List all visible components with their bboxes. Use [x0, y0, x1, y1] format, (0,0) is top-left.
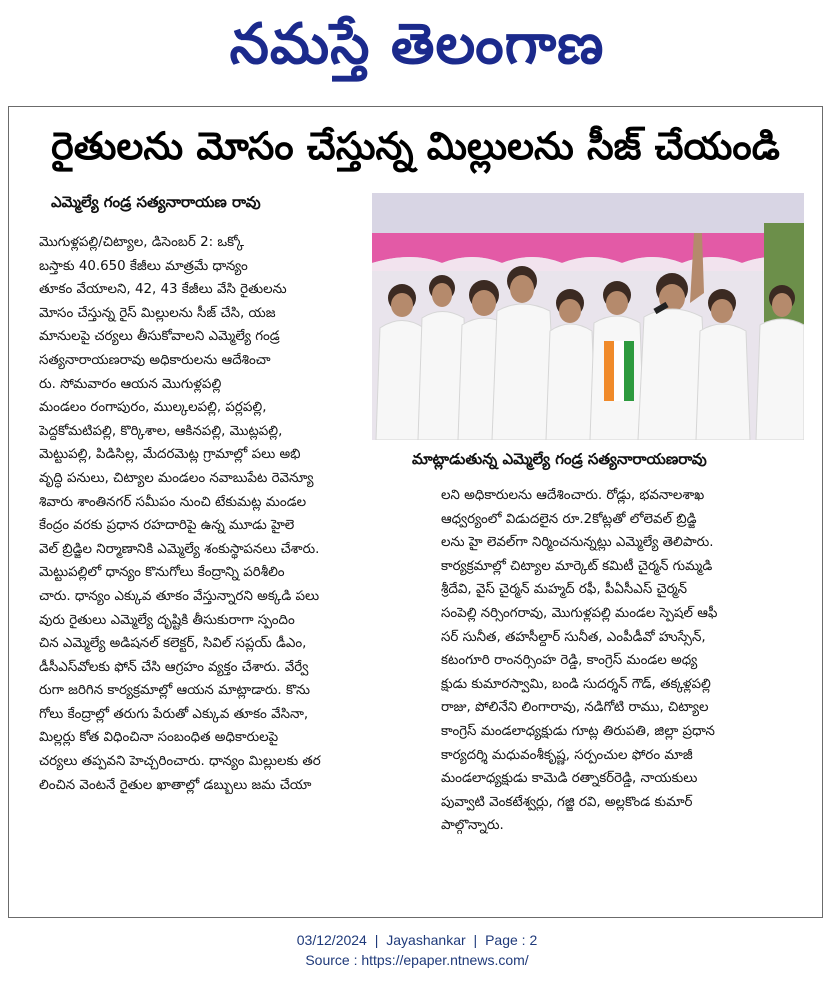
- article-line: శివారు శాంతినగర్ సమీపం నుంచి టేకుమట్ల మండల: [39, 494, 307, 510]
- photo-illustration: [372, 193, 804, 440]
- article-line: మెట్టుపల్లిలో ధాన్యం కొనుగోలు కేంద్రాన్ని పరిశీలిం: [39, 565, 285, 581]
- article-line: బస్తాకు 40.650 కేజీలు మాత్రమే ధాన్యం: [39, 258, 248, 274]
- article-photo: [372, 193, 804, 440]
- footer-meta-line: [0, 930, 834, 950]
- article-line: లించిన వెంటనే రైతుల ఖాతాల్లో డబ్బులు జమ చేయా: [39, 777, 312, 793]
- article-line: పెద్దకోమటిపల్లి, కొర్కిశాల, ఆకినపల్లి, మొట్లపల్లి,: [39, 423, 283, 439]
- article-line: శ్రీదేవి, వైస్ చైర్మన్ మహ్మద్ రఫీ, పీఏసీఎస్ చైర్మన్: [441, 582, 687, 598]
- article-line: మోసం చేస్తున్న రైస్ మిల్లులను సీజ్ చేసి, యజ: [39, 305, 276, 321]
- article-byline: ఎమ్మెల్యే గండ్ర సత్యనారాయణ రావు: [51, 193, 261, 211]
- article-line: మండలం రంగాపురం, ముల్కలపల్లి, పర్లపల్లి,: [39, 400, 267, 416]
- footer-source: Source : https://epaper.ntnews.com/: [305, 952, 529, 968]
- article-line: సర్ సునీత, తహసీల్దార్ సునీత, ఎంపీడీవో హుస్సేన్,: [441, 629, 706, 645]
- article-line: కటంగూరి రాంనర్సింహ రెడ్డి, కాంగ్రెస్ మండల అధ్య: [441, 653, 698, 669]
- article-line: చారు. ధాన్యం ఎక్కువ తూకం వేస్తున్నారని అక్కడి పలు: [39, 588, 320, 604]
- article-line: మానులపై చర్యలు తీసుకోవాలని ఎమ్మెల్యే గండ్ర: [39, 329, 280, 345]
- article-line: లను హై లెవల్‌గా నిర్మించనున్నట్లు ఎమ్మెల్యే తెలిపారు.: [441, 535, 714, 551]
- footer-date: 03/12/2024: [296, 932, 367, 948]
- article-line: డీసీఎస్‌వోలకు ఫోన్ చేసి ఆగ్రహం వ్యక్తం చేశారు. వేర్వే: [39, 659, 309, 675]
- article-line: చిన ఎమ్మెల్యే అడిషనల్ కలెక్టర్, సివిల్ సప్లయ్ డీఎం,: [39, 636, 307, 652]
- newspaper-logo: నమస్తే తెలంగాణ: [229, 12, 605, 77]
- article-line: కాంగ్రెస్ మండలాధ్యక్షుడు గూట్ల తిరుపతి, జిల్లా ప్రధాన: [441, 723, 715, 739]
- masthead: [0, 0, 834, 90]
- footer-separator: |: [374, 932, 379, 948]
- article-line: మొగుళ్లపల్లి/చిట్యాల, డిసెంబర్ 2: ఒక్కో: [39, 235, 244, 250]
- footer-edition: Jayashankar: [386, 932, 466, 948]
- article-line: పువ్వాటి వెంకటేశ్వర్లు, గజ్జి రవి, అల్లకొండ కుమార్: [441, 794, 693, 810]
- article-line: కేంద్రం వరకు ప్రధాన రహదారిపై ఉన్న మూడు హైలె: [39, 518, 295, 534]
- article-line: వెల్ బ్రిడ్జిల నిర్మాణానికి ఎమ్మెల్యే శంకుస్థాపనలు చేశారు.: [39, 541, 320, 557]
- article-line: లని అధికారులను ఆదేశించారు. రోడ్లు, భవనాలశాఖ: [441, 488, 705, 503]
- article-line: పాల్గొన్నారు.: [441, 818, 504, 834]
- article-column-left: [39, 231, 372, 797]
- article-line: మండలాధ్యక్షుడు కామెడి రత్నాకర్‌రెడ్డి, నాయకులు: [441, 771, 698, 787]
- page-footer: [0, 930, 834, 970]
- article-line: రాజు, పోలినేని లింగారావు, నడిగోటి రాము, చిట్యాల: [441, 700, 709, 716]
- footer-separator: |: [473, 932, 478, 948]
- article-line: వృద్ధి పనులు, చిట్యాల మండలం నవాబుపేట రెవెన్యూ: [39, 470, 314, 486]
- article-line: సంపెల్లి నర్సింగరావు, మొగుళ్లపల్లి మండల స్పెషల్ ఆఫీ: [441, 605, 718, 621]
- article-line: వురు రైతులు ఎమ్మెల్యే దృష్టికి తీసుకురాగా స్పందిం: [39, 612, 295, 628]
- article-column-right: [441, 484, 813, 838]
- article-line: కార్యదర్శి మధువంశీకృష్ణ, సర్పంచుల ఫోరం మాజీ: [441, 747, 693, 763]
- article-line: రు. సోమవారం ఆయన మొగుళ్లపల్లి: [39, 376, 222, 392]
- article-line: క్షుడు కుమారస్వామి, బండి సుదర్శన్ గౌడ్, తక్కళ్లపల్లి: [441, 676, 711, 692]
- article-line: సత్యనారాయణరావు అధికారులను ఆదేశించా: [39, 352, 271, 368]
- article-line: చర్యలు తప్పవని హెచ్చరించారు. ధాన్యం మిల్లులకు తర: [39, 754, 321, 770]
- footer-page: Page : 2: [485, 932, 538, 948]
- article-clipping: [8, 106, 823, 918]
- article-line: రుగా జరిగిన కార్యక్రమాల్లో ఆయన మాట్లాడారు. కొను: [39, 683, 310, 699]
- article-line: కార్యక్రమాల్లో చిట్యాల మార్కెట్ కమిటీ చైర్మన్ గుమ్మడి: [441, 558, 713, 574]
- article-headline: రైతులను మోసం చేస్తున్న మిల్లులను సీజ్ చేయండి: [51, 124, 780, 168]
- photo-caption: మాట్లాడుతున్న ఎమ్మెల్యే గండ్ర సత్యనారాయణరావు: [412, 450, 707, 468]
- article-line: మిల్లర్లు కోత విధించినా సంబంధిత అధికారులపై: [39, 730, 279, 746]
- article-line: ఆధ్వర్యంలో విడుదలైన రూ.2కోట్లతో లోలెవల్ బ్రిడ్జి: [441, 511, 697, 527]
- article-line: మెట్టుపల్లి, పిడిసిల్ల, మేదరమెట్ల గ్రామాల్లో పలు అభి: [39, 447, 301, 463]
- article-line: తూకం వేయాలని, 42, 43 కేజీలు వేసి రైతులను: [39, 282, 287, 298]
- article-line: గోలు కేంద్రాల్లో తరుగు పేరుతో ఎక్కువ తూకం వేసినా,: [39, 706, 309, 722]
